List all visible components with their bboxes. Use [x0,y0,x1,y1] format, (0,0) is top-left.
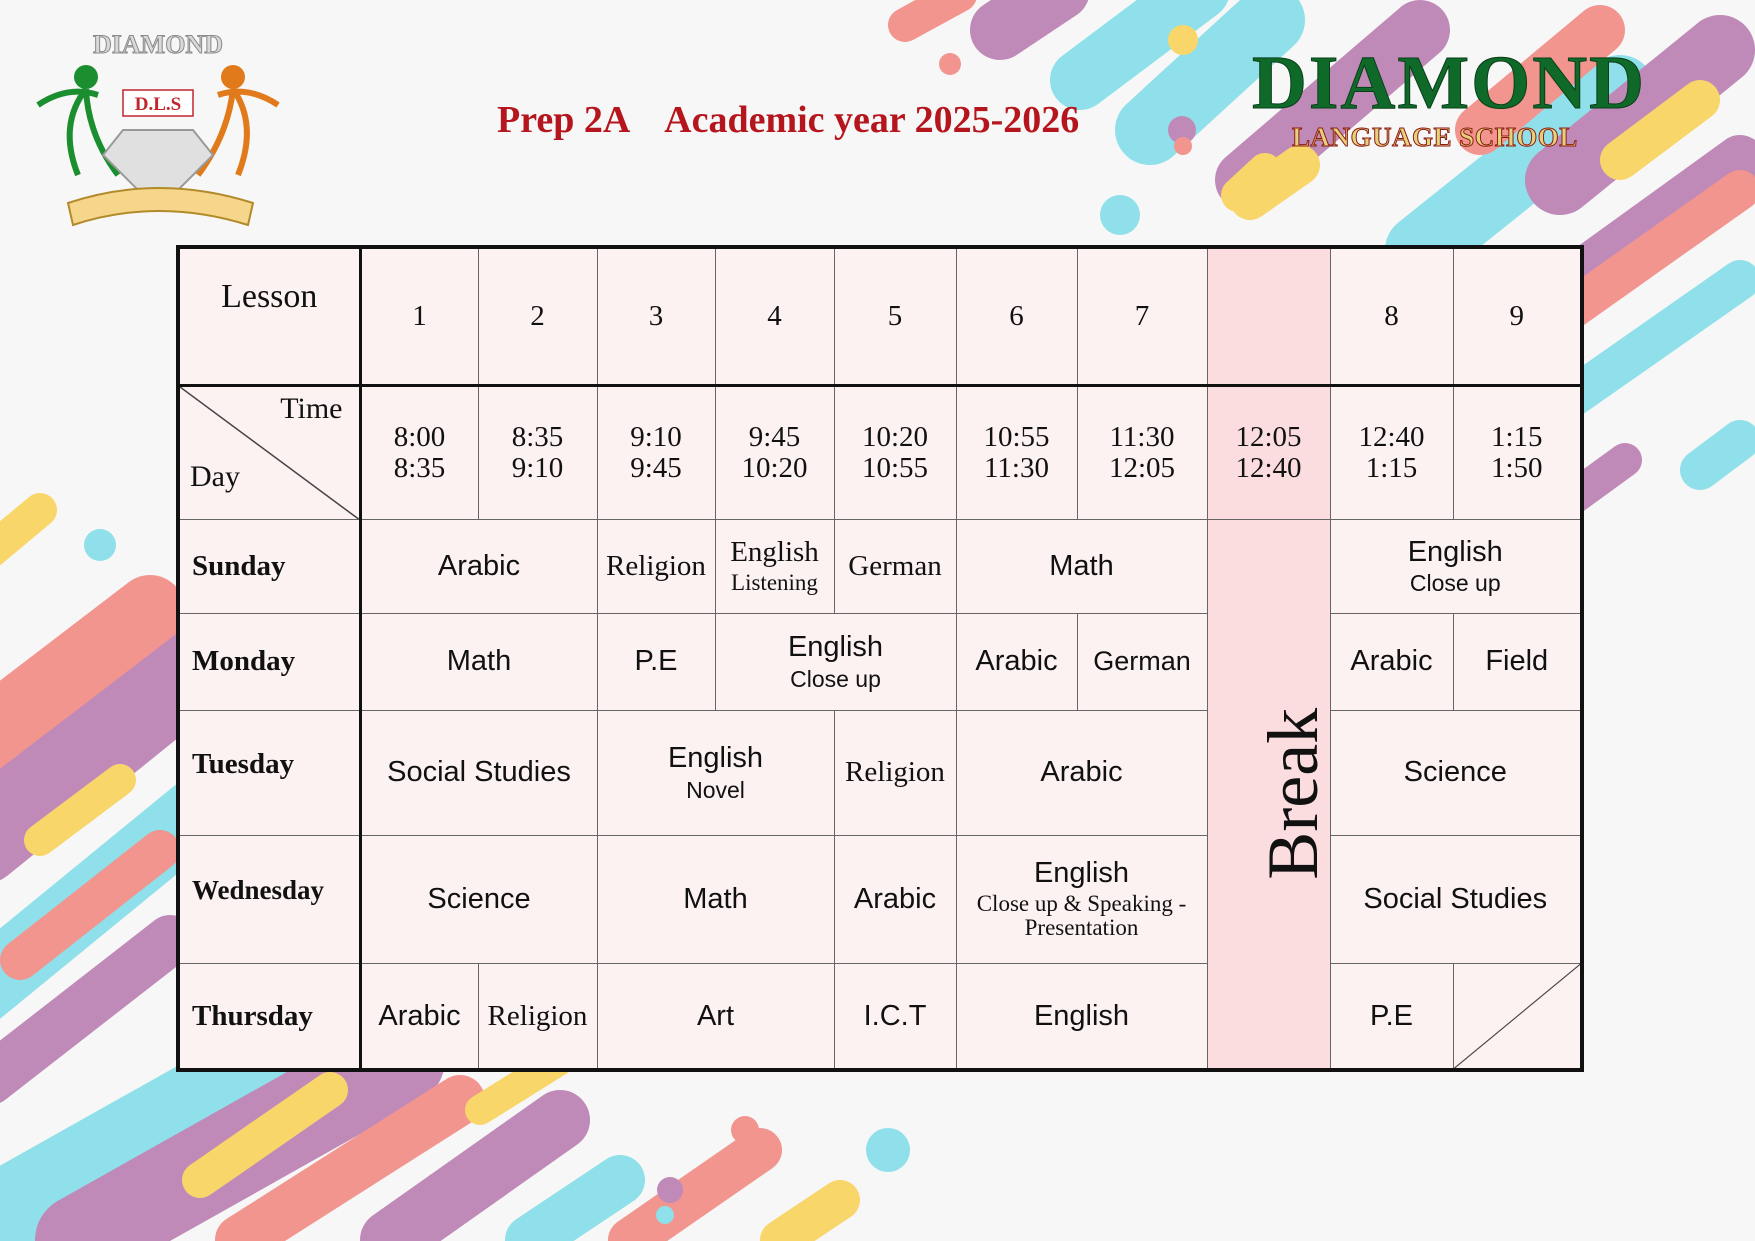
subject-cell: Math [360,613,597,710]
time-slot: 1:15 1:50 [1453,385,1582,519]
subject-cell: Social Studies [360,710,597,835]
time-slot: 9:45 10:20 [715,385,834,519]
lesson-number: 4 [715,247,834,385]
subject-cell: English Listening [715,519,834,613]
subject-cell: German [834,519,956,613]
subject-cell: Religion [834,710,956,835]
break-header [1207,247,1330,385]
time-slot-break: 12:05 12:40 [1207,385,1330,519]
subject-cell: Arabic [956,613,1077,710]
subject-cell: Science [1330,710,1582,835]
subject-cell: Arabic [956,710,1207,835]
subject-cell: Arabic [360,519,597,613]
subject-cell: Arabic [834,835,956,963]
time-day-corner [178,385,360,519]
day-thursday: Thursday [178,963,360,1070]
subject-cell: Art [597,963,834,1070]
day-monday: Monday [178,613,360,710]
subject-cell: Arabic [360,963,478,1070]
lesson-number: 2 [478,247,597,385]
break-label: Break [1252,707,1333,880]
day-tuesday: Tuesday [178,710,360,835]
subject-cell: German [1077,613,1207,710]
subject-cell: Math [956,519,1207,613]
time-slot: 12:40 1:15 [1330,385,1453,519]
lesson-number: 5 [834,247,956,385]
empty-slot-diagonal [1454,964,1581,1069]
lesson-number: 8 [1330,247,1453,385]
subject-cell: Science [360,835,597,963]
day-label: Day [190,460,240,493]
lesson-number: 9 [1453,247,1582,385]
break-column [1207,519,1333,1070]
logo-badge: D.L.S [134,94,182,115]
subject-cell: English Close up & Speaking - Presentation [956,835,1207,963]
school-subtitle: LANGUAGE SCHOOL [1292,122,1578,152]
lesson-number: 3 [597,247,715,385]
timetable [176,245,1584,1072]
subject-cell: English Novel [597,710,834,835]
empty-slot [1453,963,1582,1070]
school-logo [28,25,288,240]
subject-cell: Math [597,835,834,963]
day-sunday: Sunday [178,519,360,613]
subject-cell: Religion [478,963,597,1070]
time-slot: 8:35 9:10 [478,385,597,519]
subject-cell: Social Studies [1330,835,1582,963]
lesson-number: 7 [1077,247,1207,385]
school-name: DIAMOND [1252,41,1646,125]
time-slot: 10:55 11:30 [956,385,1077,519]
subject-cell: English [956,963,1207,1070]
time-slot: 11:30 12:05 [1077,385,1207,519]
subject-cell: Field [1453,613,1582,710]
page-title: Prep 2A Academic year 2025-2026 [497,99,1080,141]
subject-cell: Arabic [1330,613,1453,710]
time-slot: 10:20 10:55 [834,385,956,519]
lesson-header: Lesson [178,247,360,385]
subject-cell: I.C.T [834,963,956,1070]
time-label: Time [280,391,343,425]
time-slot: 8:00 8:35 [360,385,478,519]
time-slot: 9:10 9:45 [597,385,715,519]
svg-text:DIAMOND: DIAMOND [93,30,223,59]
subject-cell: P.E [597,613,715,710]
subject-cell: English Close up [715,613,956,710]
lesson-number: 1 [360,247,478,385]
day-wednesday: Wednesday [178,835,360,963]
subject-cell: Religion [597,519,715,613]
subject-cell: P.E [1330,963,1453,1070]
lesson-number: 6 [956,247,1077,385]
subject-cell: English Close up [1330,519,1582,613]
